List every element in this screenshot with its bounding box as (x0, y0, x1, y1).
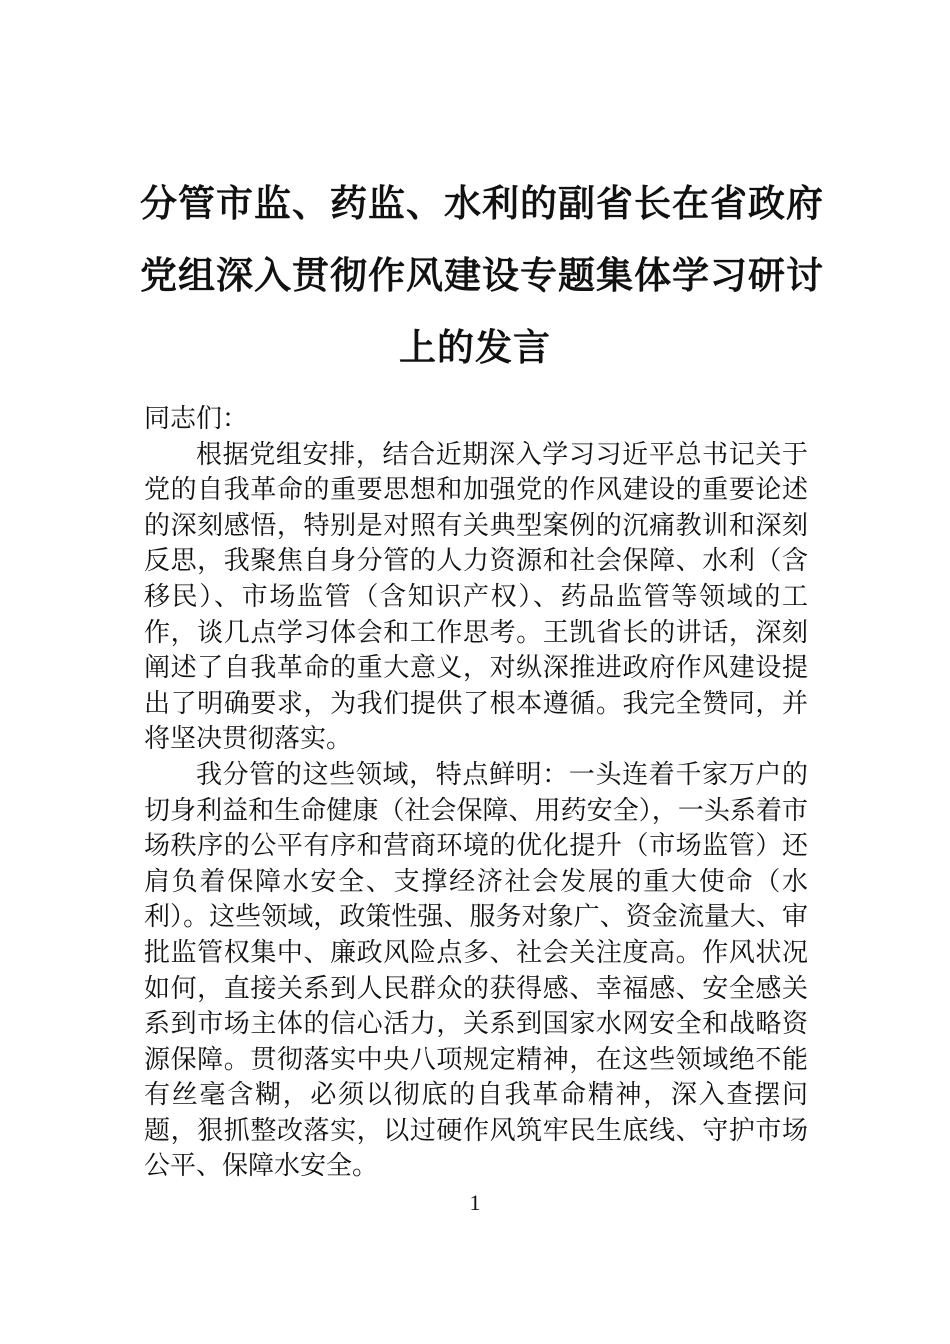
body-paragraph: 根据党组安排，结合近期深入学习习近平总书记关于党的自我革命的重要思想和加强党的作风建设的重要论述的深刻感悟，特别是对照有关典型案例的沉痛教训和深刻反思，我聚焦自身分管的人力资源和社会保障、水利（含移民）、市场监管（含知识产权）、药品监管等领域的工作，谈几点学习体会和工作思考。王凯省长的讲话，深刻阐述了自我革命的重大意义，对纵深推进政府作风建设提出了明确要求，为我们提供了根本遵循。我完全赞同，并将坚决贯彻落实。 (144, 439, 808, 755)
body-paragraph: 我分管的这些领域，特点鲜明：一头连着千家万户的切身利益和生命健康（社会保障、用药安全），一头系着市场秩序的公平有序和营商环境的优化提升（市场监管）还肩负着保障水安全、支撑经济社会发展的重大使命（水利）。这些领域，政策性强、服务对象广、资金流量大、审批监管权集中、廉政风险点多、社会关注度高。作风状况如何，直接关系到人民群众的获得感、幸福感、安全感关系到市场主体的信心活力，关系到国家水网安全和战略资源保障。贯彻落实中央八项规定精神，在这些领域绝不能有丝毫含糊，必须以彻底的自我革命精神，深入查摆问题，狠抓整改落实，以过硬作风筑牢民生底线、守护市场公平、保障水安全。 (144, 759, 808, 1182)
page-number: 1 (469, 1190, 481, 1215)
title-line: 党组深入贯彻作风建设专题集体学习研讨 (140, 254, 824, 297)
title-line: 上的发言 (399, 326, 551, 369)
title-line: 分管市监、药监、水利的副省长在省政府 (140, 182, 824, 225)
document-title (140, 168, 824, 384)
document-body (144, 402, 808, 1185)
salutation: 同志们： (144, 404, 249, 434)
